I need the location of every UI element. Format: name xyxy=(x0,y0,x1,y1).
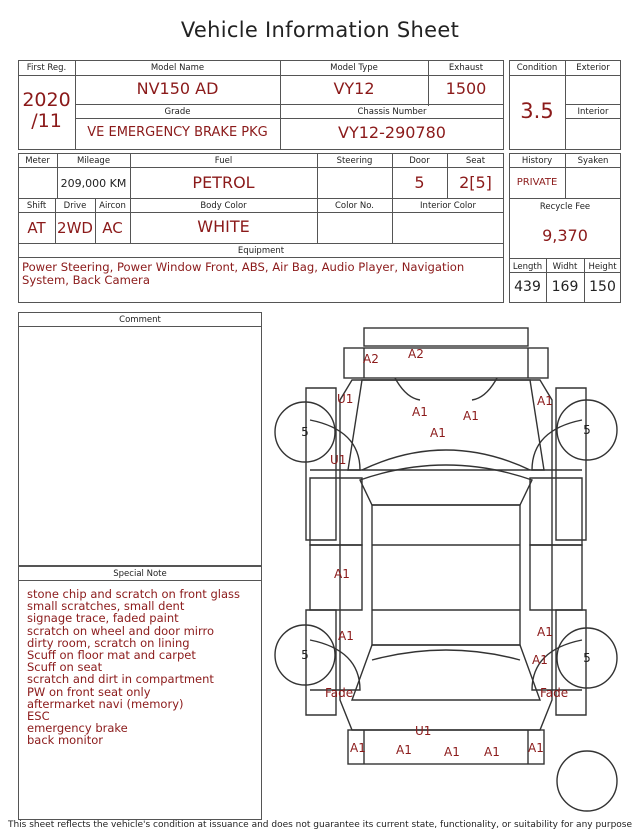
recycle-fee-label: Recycle Fee xyxy=(539,202,591,212)
body-color-value: WHITE xyxy=(197,217,250,236)
mark-a1-back-2: A1 xyxy=(396,743,412,757)
mark-a2-left: A2 xyxy=(363,352,379,366)
condition-label: Condition xyxy=(516,63,558,73)
mark-a1-right-top: A1 xyxy=(537,394,553,408)
chassis-label: Chassis Number xyxy=(357,107,427,117)
history-label: History xyxy=(521,156,553,166)
equipment-value: Power Steering, Power Window Front, ABS, Air Bag, Audio Player, Navigation System, Back Camera xyxy=(22,260,465,287)
note-line: emergency brake xyxy=(27,721,128,736)
mark-u1-back: U1 xyxy=(415,724,432,738)
mark-a1-hood-3: A1 xyxy=(430,426,446,440)
door-label: Door xyxy=(409,156,430,166)
special-note-list xyxy=(27,588,259,747)
first-reg-year: 2020 xyxy=(22,89,71,111)
length-label: Length xyxy=(512,262,543,272)
first-reg-label: First Reg. xyxy=(26,63,67,73)
note-line: PW on front seat only xyxy=(27,684,151,699)
model-type-value: VY12 xyxy=(333,79,375,98)
mark-u1-left-mid: U1 xyxy=(330,453,347,467)
mark-a1-right-rear-1: A1 xyxy=(537,625,553,639)
model-name-value: NV150 AD xyxy=(136,79,219,98)
mileage-value: 209,000 KM xyxy=(60,177,127,190)
door-value: 5 xyxy=(414,173,425,192)
color-no-label: Color No. xyxy=(334,201,374,211)
mark-u1-left-top: U1 xyxy=(337,392,354,406)
height-label: Height xyxy=(588,262,617,272)
equipment-label: Equipment xyxy=(237,246,285,256)
condition-value: 3.5 xyxy=(520,99,554,123)
tire-fr-value: 5 xyxy=(583,423,591,437)
mark-fade-right: Fade xyxy=(540,686,569,700)
aircon-value: AC xyxy=(102,219,123,237)
shift-value: AT xyxy=(27,219,46,237)
tire-rl-value: 5 xyxy=(301,648,309,662)
note-line: aftermarket navi (memory) xyxy=(27,696,184,711)
fuel-value: PETROL xyxy=(192,173,255,192)
note-line: small scratches, small dent xyxy=(27,599,185,614)
disclaimer-footer: This sheet reflects the vehicle's condition at issuance and does not guarantee its current state, functionality, or suitability for any purpose xyxy=(7,820,633,830)
page-title: Vehicle Information Sheet xyxy=(180,18,460,42)
seat-value: 2[5] xyxy=(459,173,492,192)
exhaust-label: Exhaust xyxy=(448,63,484,73)
mark-a1-back-3: A1 xyxy=(444,745,460,759)
mark-a1-left-rear: A1 xyxy=(338,629,354,643)
seat-label: Seat xyxy=(465,156,486,166)
special-note-label: Special Note xyxy=(113,569,167,579)
vehicle-damage-diagram xyxy=(270,318,630,818)
mark-a1-back-5: A1 xyxy=(528,741,544,755)
mileage-label: Mileage xyxy=(76,156,111,166)
note-line: scratch and dirt in compartment xyxy=(27,672,214,687)
grade-value: VE EMERGENCY BRAKE PKG xyxy=(87,125,268,140)
height-value: 150 xyxy=(589,279,616,295)
grade-label: Grade xyxy=(164,107,191,117)
interior-color-label: Interior Color xyxy=(420,201,476,211)
note-line: dirty room, scratch on lining xyxy=(27,635,190,650)
syaken-label: Syaken xyxy=(577,156,609,166)
mark-a1-right-rear-2: A1 xyxy=(532,653,548,667)
mark-fade-left: Fade xyxy=(325,686,354,700)
exterior-label: Exterior xyxy=(576,63,610,73)
model-type-label: Model Type xyxy=(330,63,378,73)
drive-value: 2WD xyxy=(57,219,93,237)
note-line: Scuff on floor mat and carpet xyxy=(27,648,196,663)
mark-a1-hood-2: A1 xyxy=(463,409,479,423)
steering-label: Steering xyxy=(336,156,373,166)
drive-label: Drive xyxy=(63,201,87,211)
width-label: Widht xyxy=(552,262,578,272)
note-line: scratch on wheel and door mirro xyxy=(27,623,215,638)
exhaust-value: 1500 xyxy=(445,79,487,98)
interior-label: Interior xyxy=(577,107,609,117)
recycle-fee-value: 9,370 xyxy=(542,226,588,245)
aircon-label: Aircon xyxy=(99,201,126,211)
fuel-label: Fuel xyxy=(214,156,233,166)
body-color-label: Body Color xyxy=(200,201,247,211)
width-value: 169 xyxy=(551,279,579,295)
history-value: PRIVATE xyxy=(516,177,558,188)
chassis-value: VY12-290780 xyxy=(338,123,446,142)
tire-rr-value: 5 xyxy=(583,651,591,665)
note-line: signage trace, faded paint xyxy=(27,611,179,626)
comment-label: Comment xyxy=(119,315,161,325)
first-reg-month: /11 xyxy=(31,110,62,132)
tire-fl-value: 5 xyxy=(301,425,309,439)
mark-a1-left-door: A1 xyxy=(334,567,350,581)
note-line: ESC xyxy=(27,709,50,724)
note-line: back monitor xyxy=(27,733,103,748)
mark-a2-center: A2 xyxy=(408,347,424,361)
mark-a1-back-1: A1 xyxy=(350,741,366,755)
note-line: Scuff on seat xyxy=(27,660,103,675)
mark-a1-back-4: A1 xyxy=(484,745,500,759)
comment-box xyxy=(18,312,262,566)
meter-label: Meter xyxy=(25,156,50,166)
note-line: stone chip and scratch on front glass xyxy=(27,587,240,601)
model-name-label: Model Name xyxy=(150,63,205,73)
length-value: 439 xyxy=(514,279,541,295)
shift-label: Shift xyxy=(26,201,47,211)
mark-a1-hood-1: A1 xyxy=(412,405,428,419)
